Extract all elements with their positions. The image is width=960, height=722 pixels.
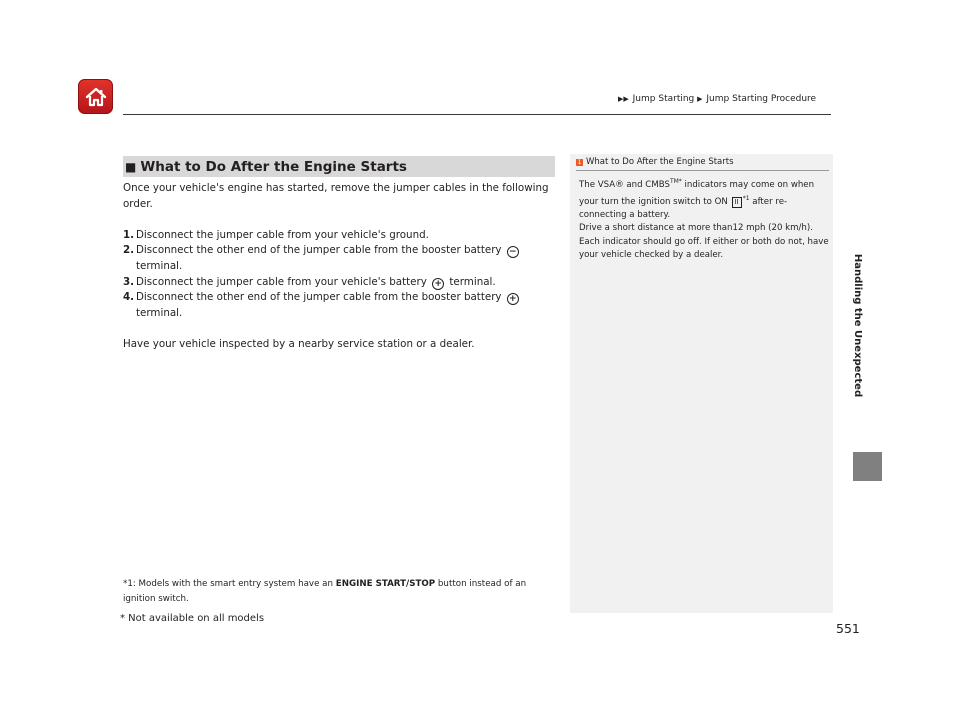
- breadcrumb-arrow-icon: ▶▶: [618, 95, 629, 103]
- closing-paragraph: Have your vehicle inspected by a nearby service station or a dealer.: [123, 337, 475, 350]
- note-paragraph-2: Drive a short distance at more than12 mph (20 km/h). Each indicator should go off. If either or both do not, have your vehicle checked by a dealer.: [579, 223, 829, 260]
- step-text: Disconnect the jumper cable from your vehicle's ground.: [136, 228, 429, 241]
- square-bullet-icon: ■: [125, 159, 137, 174]
- step-2: [123, 243, 553, 274]
- step-number: 2.: [123, 244, 135, 257]
- note-divider: [576, 170, 829, 171]
- step-4: [123, 290, 553, 321]
- availability-note: * Not available on all models: [120, 613, 265, 624]
- chapter-label-text: Handling the Unexpected: [852, 253, 864, 397]
- chapter-side-label: [847, 205, 869, 445]
- note-marker-icon: 1: [577, 158, 582, 166]
- step-1: [123, 228, 553, 244]
- step-text-end: terminal.: [136, 259, 183, 272]
- step-text: Disconnect the jumper cable from your vehicle's battery: [136, 275, 427, 288]
- step-number: 1.: [123, 228, 135, 241]
- step-text-end: terminal.: [449, 275, 496, 288]
- step-text: Disconnect the other end of the jumper cable from the booster battery: [136, 291, 502, 304]
- breadcrumb-item-jump-starting[interactable]: Jump Starting: [632, 94, 695, 104]
- breadcrumb: [618, 94, 816, 104]
- minus-terminal-icon: −: [507, 246, 519, 258]
- step-3: [123, 275, 553, 291]
- step-number: 4.: [123, 291, 135, 304]
- note-heading: [576, 157, 734, 167]
- plus-terminal-icon: +: [432, 278, 444, 290]
- section-body: [123, 181, 553, 353]
- footnote-button-name: ENGINE START/STOP: [335, 579, 436, 589]
- footnote: [123, 577, 553, 606]
- footnote-prefix: *1: Models with the smart entry system have an: [123, 579, 334, 589]
- header-divider: [123, 114, 831, 115]
- note-body: [579, 175, 829, 262]
- footnote-suffix: button instead of an ignition switch.: [123, 579, 527, 604]
- step-text-end: terminal.: [136, 306, 183, 319]
- note-heading-text: What to Do After the Engine Starts: [586, 157, 734, 167]
- plus-terminal-icon: +: [507, 293, 519, 305]
- intro-paragraph: Once your vehicle's engine has started, remove the jumper cables in the following order.: [123, 182, 549, 210]
- side-note-panel: [570, 154, 833, 613]
- section-header: [123, 156, 555, 177]
- step-number: 3.: [123, 275, 135, 288]
- step-text: Disconnect the other end of the jumper cable from the booster battery: [136, 244, 502, 257]
- home-button[interactable]: [78, 79, 113, 114]
- note-paragraph-1: The VSA® and $CMBS^{TM*}$ indicators may come on when your turn the ignition switch to ON II $^{*1}$ after re-connecting a battery.: [579, 178, 815, 221]
- chapter-tab[interactable]: [853, 452, 882, 481]
- section-title: What to Do After the Engine Starts: [140, 158, 407, 175]
- breadcrumb-arrow-icon: ▶: [697, 95, 703, 103]
- home-icon: [84, 86, 108, 108]
- ignition-position-key: II: [732, 197, 742, 208]
- page-number: 551: [836, 621, 860, 636]
- breadcrumb-item-procedure[interactable]: Jump Starting Procedure: [706, 94, 817, 104]
